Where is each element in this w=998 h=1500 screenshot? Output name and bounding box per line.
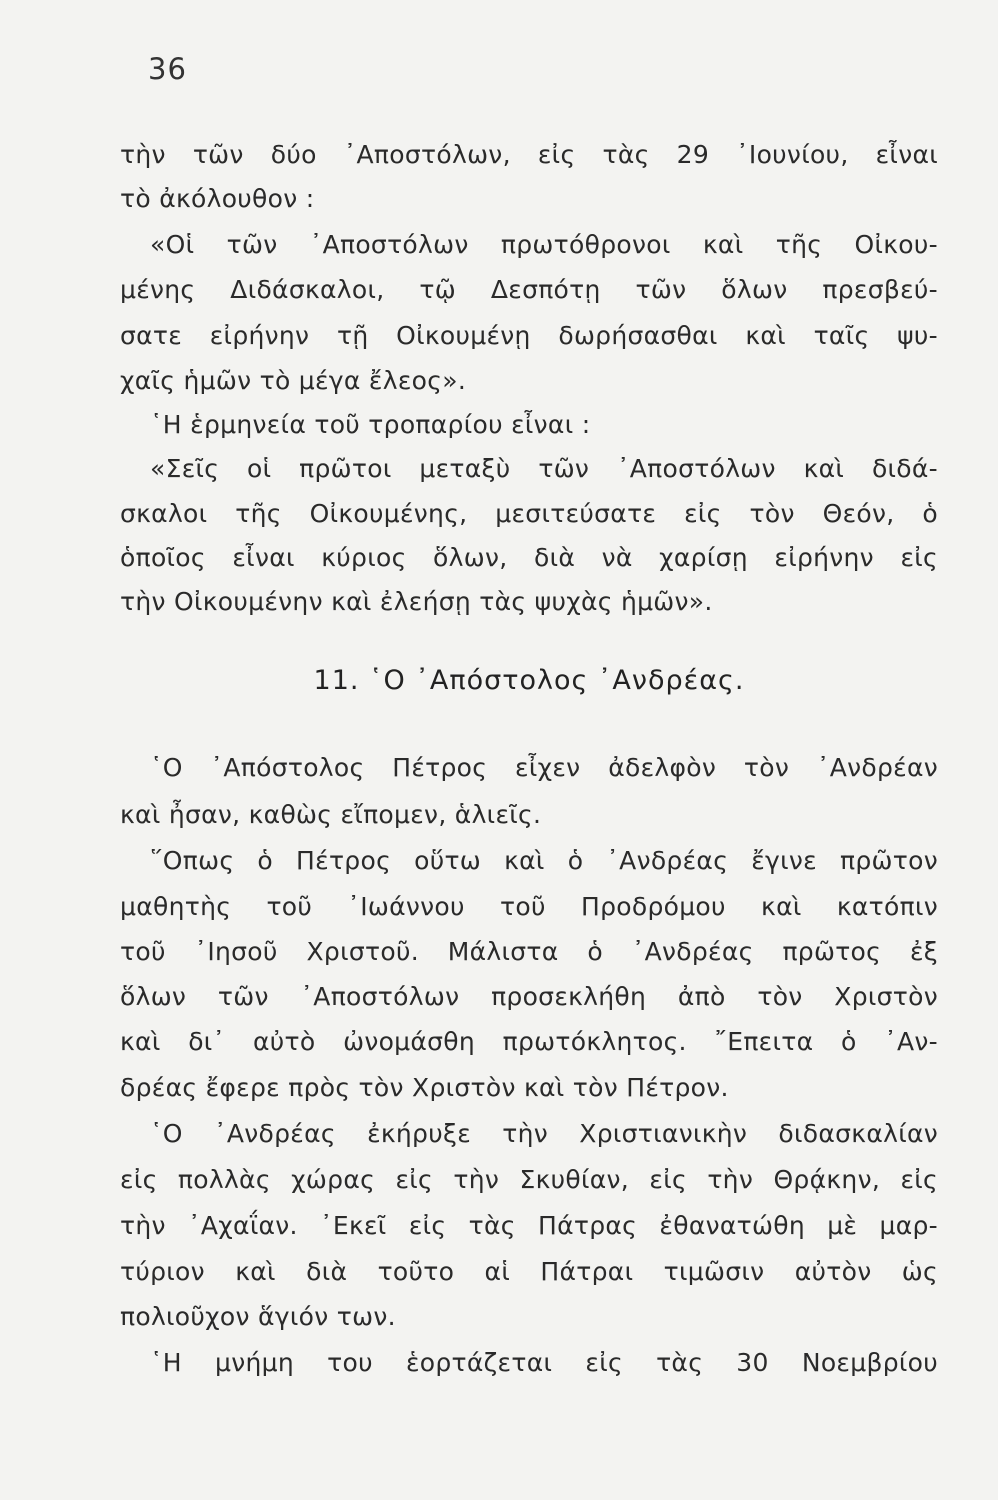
- text-line: σατε εἰρήνην τῇ Οἰκουμένῃ δωρήσασθαι καὶ ταῖς ψυ-: [120, 321, 938, 350]
- text-line: πολιοῦχον ἅγιόν των.: [120, 1302, 396, 1331]
- text-line: τὸ ἀκόλουθον :: [120, 184, 315, 213]
- text-line: χαῖς ἡμῶν τὸ μέγα ἔλεος».: [120, 366, 467, 395]
- text-line: σκαλοι τῆς Οἰκουμένης, μεσιτεύσατε εἰς τὸν Θεόν, ὁ: [120, 499, 938, 528]
- text-line: τὴν ᾿Αχαΐαν. ᾿Εκεῖ εἰς τὰς Πάτρας ἐθανατώθη μὲ μαρ-: [120, 1211, 938, 1240]
- text-line: καὶ ἦσαν, καθὼς εἴπομεν, ἁλιεῖς.: [120, 800, 542, 829]
- text-line: ῾Η ἑρμηνεία τοῦ τροπαρίου εἶναι :: [150, 410, 591, 439]
- text-line: δρέας ἔφερε πρὸς τὸν Χριστὸν καὶ τὸν Πέτρον.: [120, 1073, 729, 1102]
- text-line: μένης Διδάσκαλοι, τῷ Δεσπότῃ τῶν ὅλων πρεσβεύ-: [120, 275, 938, 304]
- text-line: τοῦ ᾿Ιησοῦ Χριστοῦ. Μάλιστα ὁ ᾿Ανδρέας πρῶτος ἐξ: [120, 937, 938, 966]
- text-line: ῾Ο ᾿Απόστολος Πέτρος εἶχεν ἀδελφὸν τὸν ᾿Ανδρέαν: [150, 753, 938, 782]
- text-line: τὴν τῶν δύο ᾿Αποστόλων, εἰς τὰς 29 ᾿Ιουνίου, εἶναι: [120, 140, 938, 169]
- text-line: τὴν Οἰκουμένην καὶ ἐλεήσῃ τὰς ψυχὰς ἡμῶν».: [120, 587, 713, 616]
- text-line: «Οἱ τῶν ᾿Αποστόλων πρωτόθρονοι καὶ τῆς Οἰκου-: [150, 230, 938, 259]
- text-line: εἰς πολλὰς χώρας εἰς τὴν Σκυθίαν, εἰς τὴν Θρᾴκην, εἰς: [120, 1165, 938, 1194]
- text-line: ὅλων τῶν ᾿Αποστόλων προσεκλήθη ἀπὸ τὸν Χριστὸν: [120, 982, 938, 1011]
- text-line: ῞Οπως ὁ Πέτρος οὕτω καὶ ὁ ᾿Ανδρέας ἔγινε πρῶτον: [150, 846, 938, 875]
- text-line: «Σεῖς οἱ πρῶτοι μεταξὺ τῶν ᾿Αποστόλων καὶ διδά-: [150, 454, 938, 483]
- text-line: ῾Η μνήμη του ἑορτάζεται εἰς τὰς 30 Νοεμβρίου: [150, 1348, 938, 1377]
- text-line: ῾Ο ᾿Ανδρέας ἐκήρυξε τὴν Χριστιανικὴν διδασκαλίαν: [150, 1119, 938, 1148]
- text-line: ὁποῖος εἶναι κύριος ὅλων, διὰ νὰ χαρίσῃ εἰρήνην εἰς: [120, 543, 938, 572]
- text-line: καὶ δι᾿ αὐτὸ ὠνομάσθη πρωτόκλητος. ῎Επειτα ὁ ᾿Αν-: [120, 1027, 938, 1056]
- text-line: μαθητὴς τοῦ ᾿Ιωάννου τοῦ Προδρόμου καὶ κατόπιν: [120, 892, 938, 921]
- section-heading: 11. ῾Ο ᾿Απόστολος ᾿Ανδρέας.: [313, 665, 745, 696]
- page-number: 36: [148, 52, 187, 86]
- text-line: τύριον καὶ διὰ τοῦτο αἱ Πάτραι τιμῶσιν αὐτὸν ὡς: [120, 1257, 938, 1286]
